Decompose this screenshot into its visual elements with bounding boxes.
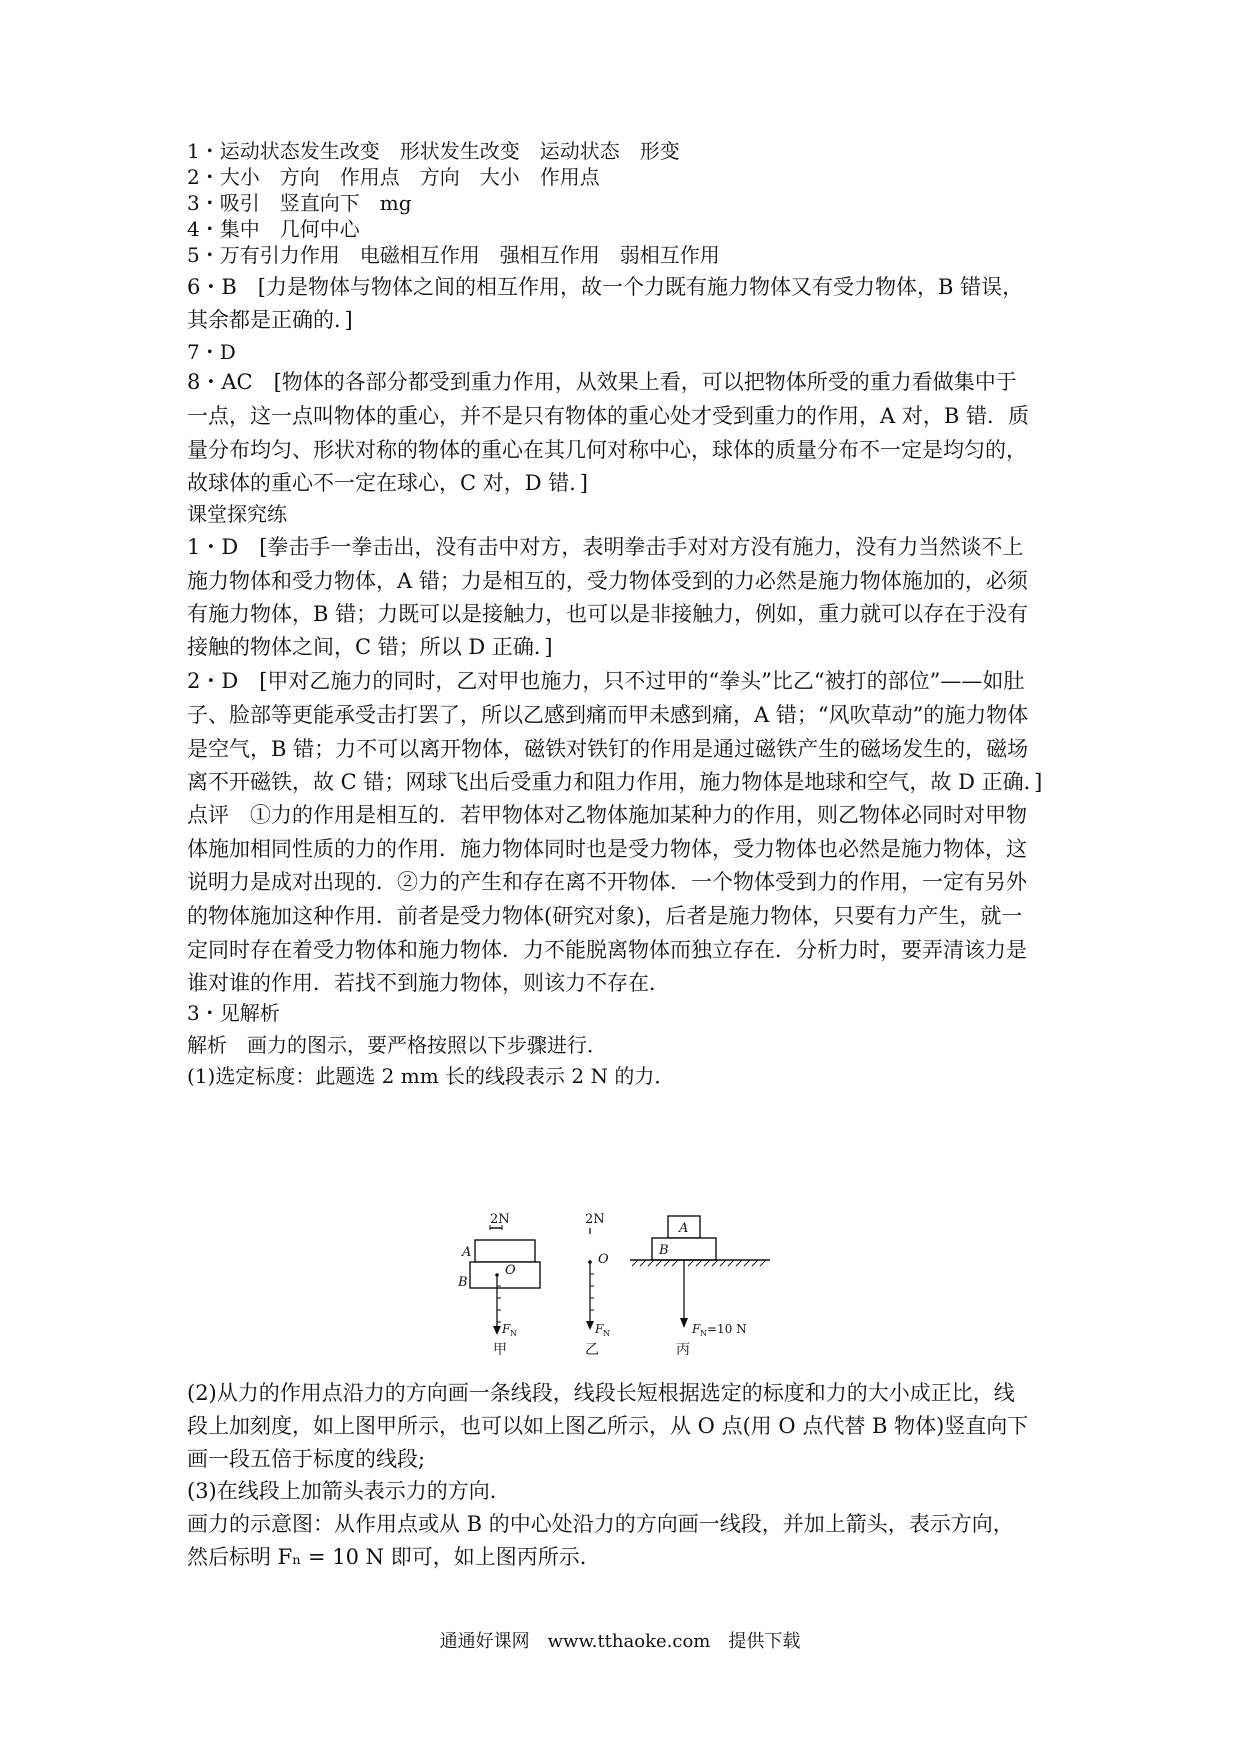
text-line: 1・D [拳击手一拳击出，没有击中对方，表明拳击手对对方没有施力，没有力当然谈不上 bbox=[187, 535, 1024, 559]
text-line: 2・D [甲对乙施力的同时，乙对甲也施力，只不过甲的“拳头”比乙“被打的部位”——如肚 bbox=[187, 669, 1025, 693]
text-line: 说明力是成对出现的．②力的产生和存在离不开物体．一个物体受到力的作用，一定有另外 bbox=[187, 870, 1027, 894]
force-label: F bbox=[502, 1322, 511, 1336]
text-line: 然后标明 Fₙ = 10 N 即可，如上图丙所示． bbox=[187, 1545, 601, 1569]
text-line: 课堂探究练 bbox=[187, 502, 287, 526]
text-line: 3・吸引 竖直向下 mg bbox=[187, 191, 412, 215]
text-line: 1・运动状态发生改变 形状发生改变 运动状态 形变 bbox=[187, 139, 680, 163]
diagram-yi bbox=[585, 1212, 610, 1356]
text-line: 段上加刻度，如上图甲所示，也可以如上图乙所示，从 O 点(用 O 点代替 B 物体)竖直向下 bbox=[187, 1414, 1029, 1438]
force-diagram-svg bbox=[440, 1208, 800, 1356]
text-line: 谁对谁的作用．若找不到施力物体，则该力不存在． bbox=[187, 971, 670, 995]
text-line: (2)从力的作用点沿力的方向画一条线段，线段长短根据选定的标度和力的大小成正比，线 bbox=[187, 1381, 1015, 1405]
text-line: 画力的示意图：从作用点或从 B 的中心处沿力的方向画一线段，并加上箭头，表示方向， bbox=[187, 1512, 1014, 1536]
text-line: 有施力物体，B 错；力既可以是接触力，也可以是非接触力，例如，重力就可以存在于没有 bbox=[187, 602, 1029, 626]
text-line: 体施加相同性质的力的作用．施力物体同时也是受力物体，受力物体也必然是施力物体，这 bbox=[187, 837, 1027, 861]
text-line: (3)在线段上加箭头表示力的方向． bbox=[187, 1479, 511, 1503]
force-arrow bbox=[586, 1321, 594, 1330]
block-b-label: B bbox=[659, 1243, 669, 1258]
block-a-label: A bbox=[679, 1221, 689, 1236]
text-line: 子、脸部等更能承受击打罢了，所以乙感到痛而甲未感到痛，A 错；“风吹草动”的施力物体 bbox=[187, 703, 1029, 727]
text-line: 解析 画力的图示，要严格按照以下步骤进行． bbox=[187, 1033, 607, 1057]
text-line: 故球体的重心不一定在球心，C 对，D 错．] bbox=[187, 471, 588, 495]
text-line: 2・大小 方向 作用点 方向 大小 作用点 bbox=[187, 165, 600, 189]
text-line: 7・D bbox=[187, 340, 236, 364]
text-line: 其余都是正确的．] bbox=[187, 308, 353, 332]
diagram-bing bbox=[630, 1216, 770, 1356]
diagram-jia bbox=[457, 1212, 540, 1356]
text-line: 8・AC [物体的各部分都受到重力作用，从效果上看，可以把物体所受的重力看做集中于 bbox=[187, 370, 1017, 394]
force-diagram-figure bbox=[440, 1208, 800, 1356]
block-b-label: B bbox=[458, 1275, 468, 1290]
svg-text:N: N bbox=[510, 1329, 517, 1338]
text-line: 3・见解析 bbox=[187, 1001, 280, 1025]
block-a-label: A bbox=[462, 1245, 472, 1260]
text-line: 是空气，B 错；力不可以离开物体，磁铁对铁钉的作用是通过磁铁产生的磁场发生的，磁场 bbox=[187, 737, 1029, 761]
text-line: 6・B [力是物体与物体之间的相互作用，故一个力既有施力物体又有受力物体，B 错误， bbox=[187, 275, 1024, 299]
svg-text:N: N bbox=[700, 1329, 707, 1338]
text-line: 接触的物体之间，C 错；所以 D 正确．] bbox=[187, 635, 553, 659]
text-line: 量分布均匀、形状对称的物体的重心在其几何对称中心，球体的质量分布不一定是均匀的， bbox=[187, 438, 1027, 462]
text-line: (1)选定标度：此题选 2 mm 长的线段表示 2 N 的力． bbox=[187, 1064, 675, 1088]
text-line: 定同时存在着受力物体和施力物体．力不能脱离物体而独立存在．分析力时，要弄清该力是 bbox=[187, 938, 1027, 962]
text-line: 点评 ①力的作用是相互的．若甲物体对乙物体施加某种力的作用，则乙物体必同时对甲物 bbox=[187, 803, 1027, 827]
caption-bing: 丙 bbox=[676, 1342, 690, 1356]
block-a bbox=[475, 1240, 535, 1262]
scale-label: 2N bbox=[585, 1212, 605, 1227]
force-arrow bbox=[680, 1318, 688, 1328]
force-label: F bbox=[595, 1322, 604, 1336]
text-line: 4・集中 几何中心 bbox=[187, 217, 360, 241]
force-label: F bbox=[692, 1322, 701, 1336]
text-line: 的物体施加这种作用．前者是受力物体(研究对象)，后者是施力物体，只要有力产生，就一 bbox=[187, 904, 1023, 928]
text-line: 一点，这一点叫物体的重心，并不是只有物体的重心处才受到重力的作用，A 对，B 错．质 bbox=[187, 404, 1029, 428]
point-o-label: O bbox=[598, 1252, 609, 1267]
text-line: 画一段五倍于标度的线段; bbox=[187, 1447, 426, 1471]
page-footer: 通通好课网 www.tthaoke.com 提供下载 bbox=[439, 1631, 801, 1652]
force-arrow bbox=[493, 1326, 501, 1335]
text-line: 离不开磁铁，故 C 错；网球飞出后受重力和阻力作用，施力物体是地球和空气，故 D 正确．] bbox=[187, 770, 1043, 794]
caption-jia: 甲 bbox=[493, 1342, 507, 1356]
text-line: 5・万有引力作用 电磁相互作用 强相互作用 弱相互作用 bbox=[187, 243, 720, 267]
caption-yi: 乙 bbox=[585, 1342, 599, 1356]
text-line: 施力物体和受力物体，A 错；力是相互的，受力物体受到的力必然是施力物体施加的，必须 bbox=[187, 569, 1028, 593]
point-o-label: O bbox=[505, 1263, 516, 1278]
force-value: =10 N bbox=[707, 1322, 747, 1336]
svg-text:N: N bbox=[603, 1329, 610, 1338]
scale-label: 2N bbox=[490, 1212, 510, 1227]
